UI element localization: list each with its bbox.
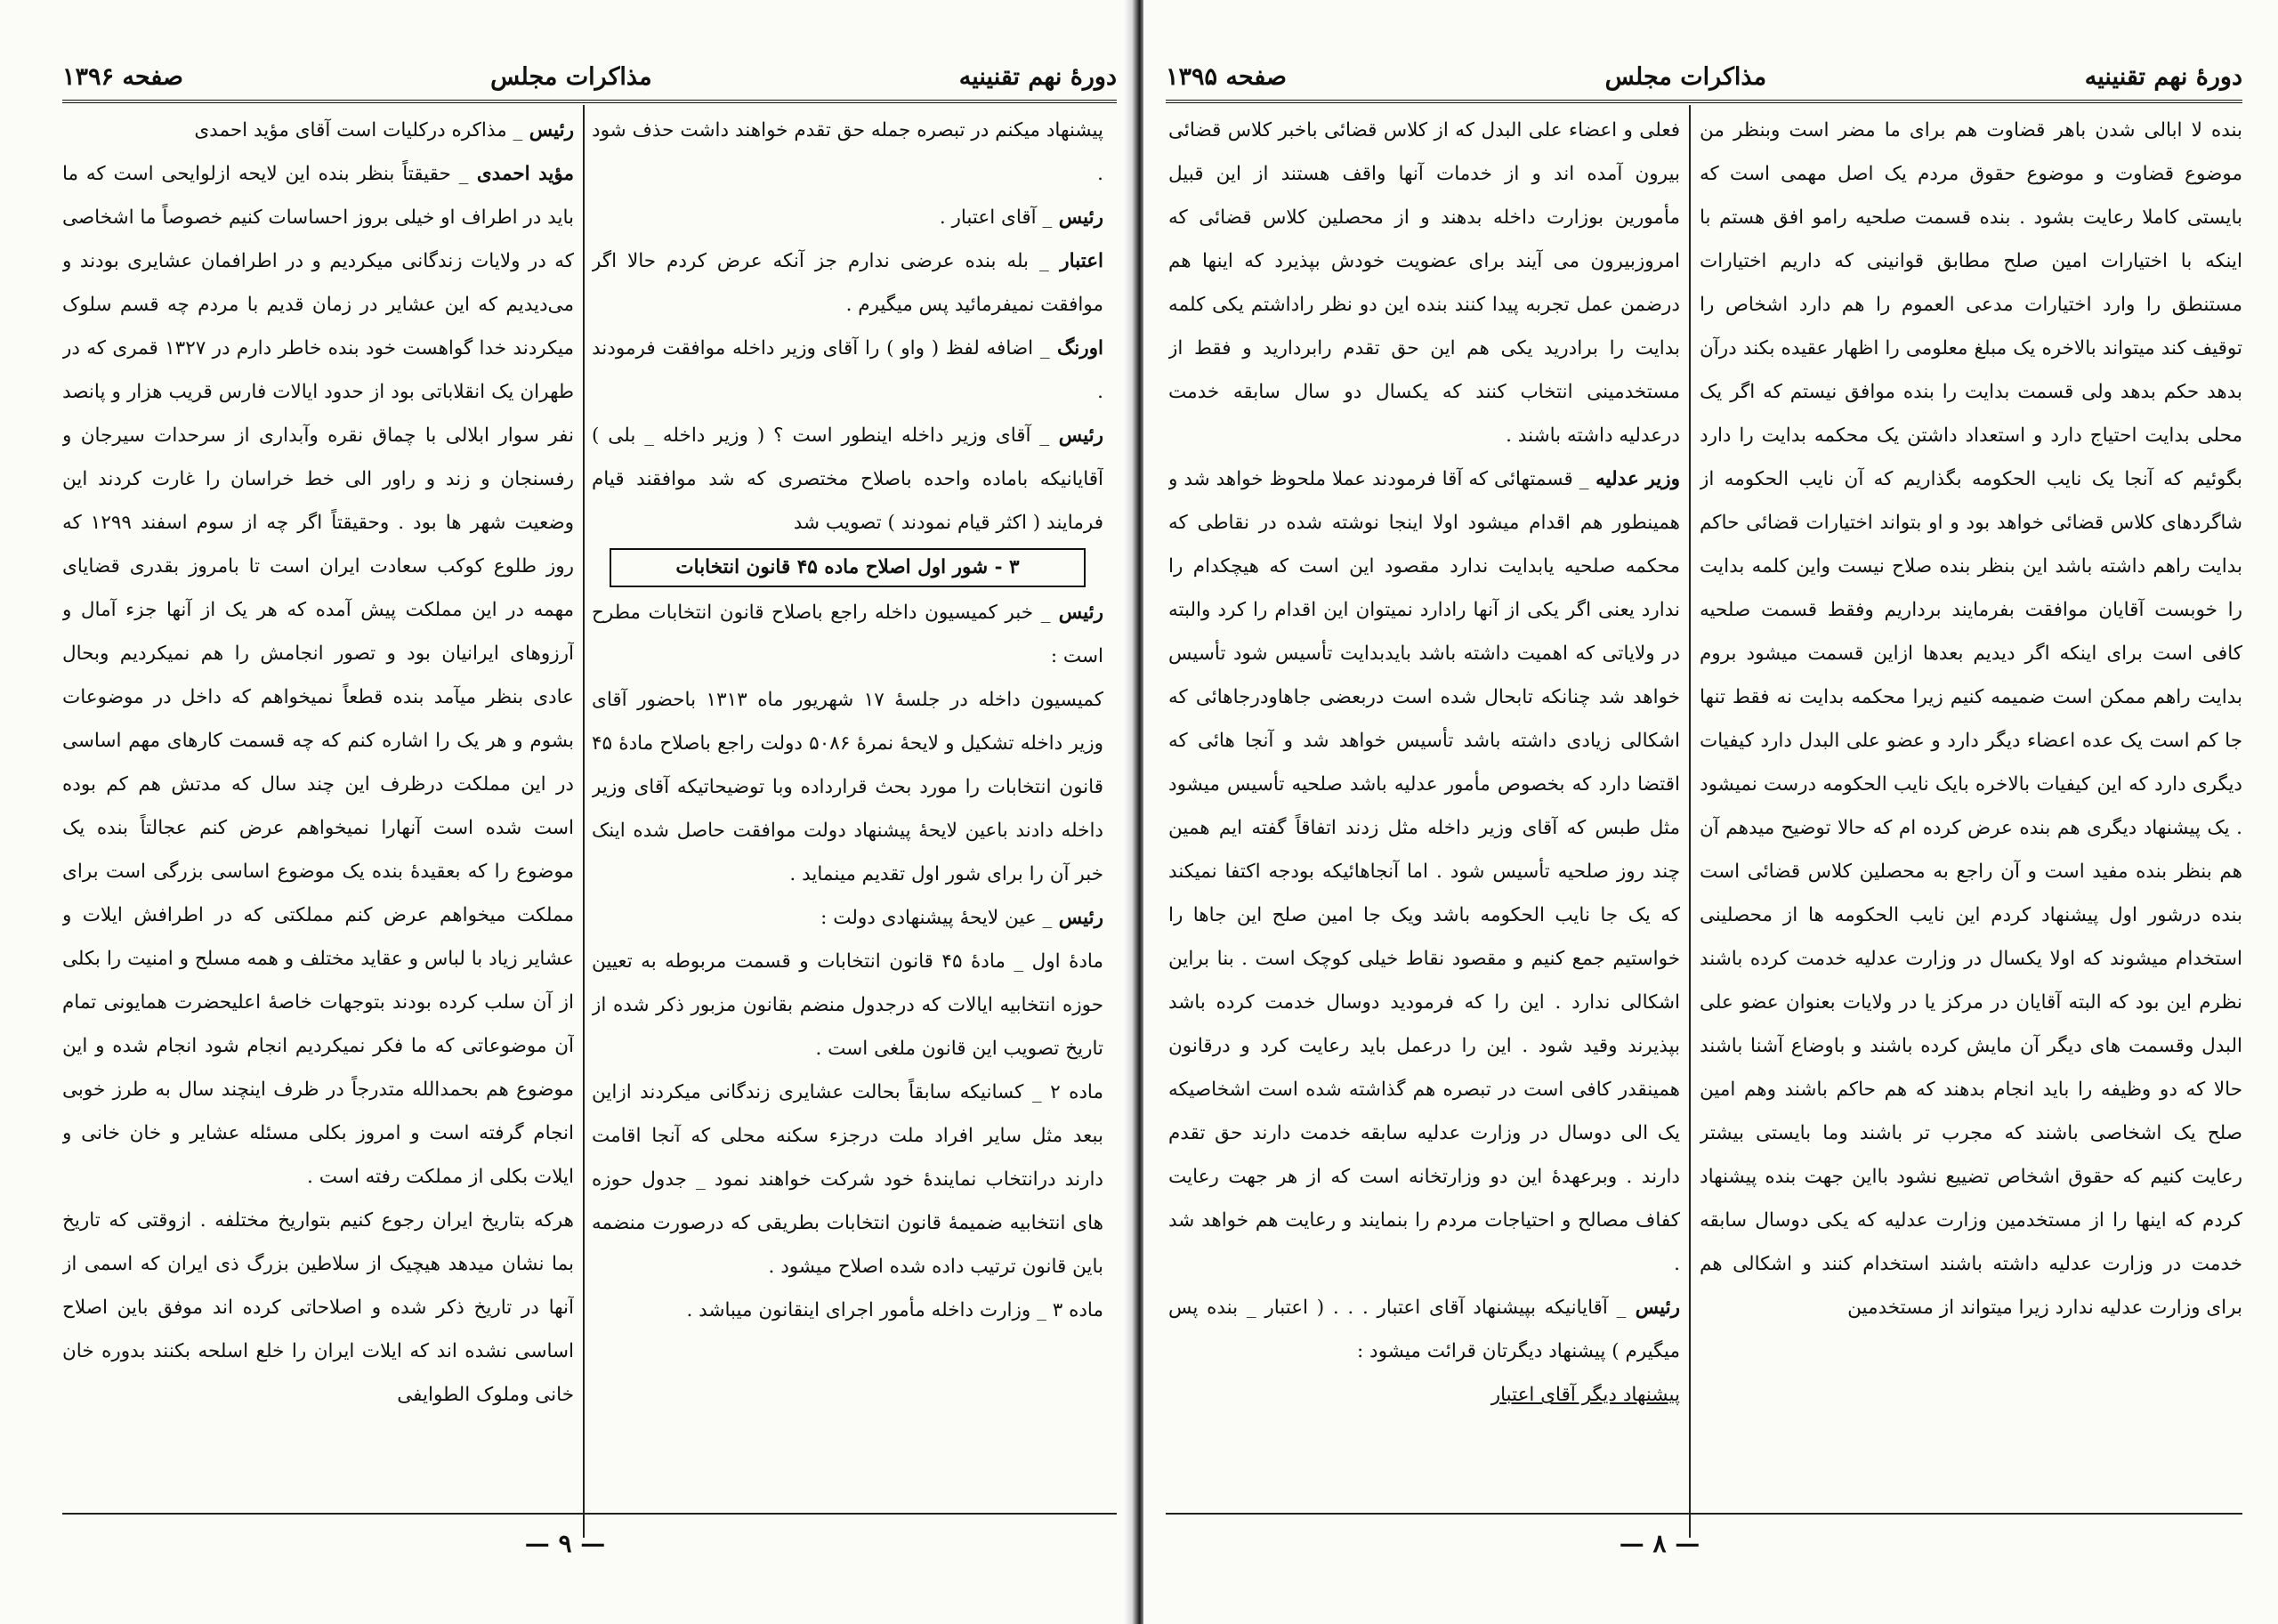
paragraph-text: _ حقیقتاً بنظر بنده این لایحه ازلوایحی است که ما باید در اطراف او خیلی بروز احساسات کنیم خصوصاً ما اشخاصی که در ولایات زندگانی میکردیم و در اطرافمان عشایری بودند و می‌دیدیم که این عشایر در زمان قدیم با مردم چه قسم سلوک میکردند خدا گواهست خود بنده خاطر دارم در ۱۳۲۷ قمری که در طهران یک انقلاباتی بود از حدود ایالات فارس قریب هزار و پانصد نفر سوار ابلالی با چماق نقره وآبداری از سرحدات سیرجان و رفسنجان و زند و راور الی خط خراسان را غارت کردند این وضعیت شهر ها بود . وحقیقتاً اگر چه از سوم اسفند ۱۲۹۹ که روز طلوع کوکب سعادت ایران است تا بامروز بقدری قضایای مهمه در این مملکت پیش آمده که هر یک از آنها جزء آمال و آرزوهای ایرانیان بود و تصور انجامش را هم نمیکردیم وبحال عادی بنظر میآمد بنده قطعاً نمیخواهم که داخل در موضوعات بشوم و هر یک را اشاره کنم که چه قسمت کارهای مهم اساسی در این مملکت درظرف این چند سال که مدتش هم کم بوده است شده است آنهارا نمیخواهم عرض کنم عجالتاً بنده یک موضوع را که بعقیدهٔ بنده یک موضوع اساسی بزرگی است برای مملکت میخواهم عرض کنم مملکتی که در اطرافش ایلات و عشایر زیاد با لباس و عقاید مختلف و همه مسلح و امنیت را بکلی از آن سلب کرده بودند بتوجهات خاصهٔ اعلیحضرت همایونی تمام آن موضوعاتی که ما فکر نمیکردیم انجام شود انجام شده و این موضوع هم بحمدالله متدرجاً در ظرف اینچند سال به طرز خوبی انجام گرفته است و امروز بکلی مسئله عشایر و خان خانی و ایلات بکلی از مملکت رفته است . (62, 163, 574, 1188)
paragraph-text: هرکه بتاریخ ایران رجوع کنیم بتواریخ مختلفه . ازوقتی که تاریخ بما نشان میدهد هیچیک از سلاطین بزرگ ذی ایران که اسمی از آنها در تاریخ ذکر شده و اصلاحاتی کرده اند موفق باین اصلاح اساسی نشده اند که ایلات ایران را خلع اسلحه بکنند بدوره خان خانی وملوک الطوایفی (62, 1209, 574, 1406)
paragraph-text: مادهٔ اول _ مادهٔ ۴۵ قانون انتخابات و قسمت مربوطه به تعیین حوزه انتخابیه ایالات که درجدول منضم بقانون مزبور ذکر شده از تاریخ تصویب این قانون ملغی است . (592, 950, 1103, 1060)
paragraph (592, 1071, 1103, 1289)
paragraph-text: _ اضافه لفظ ( واو ) را آقای وزیر داخله موافقت فرمودند . (592, 337, 1103, 403)
right-header-title: مذاکرات مجلس (1604, 62, 1767, 91)
speaker-name: رئیس (1050, 602, 1103, 624)
speaker-name: اورنگ (1049, 337, 1103, 360)
column-divider (1689, 105, 1691, 1538)
paragraph (1168, 1286, 1680, 1373)
paragraph-text: _ عین لایحهٔ پیشنهادی دولت : (820, 907, 1053, 929)
speaker-name: وزیر عدلیه (1588, 468, 1680, 490)
paragraph-text: ماده ۳ _ وزارت داخله مأمور اجرای اینقانون میباشد . (686, 1299, 1103, 1321)
paragraph-text: _ خبر کمیسیون داخله راجع باصلاح قانون انتخابات مطرح است : (592, 602, 1103, 667)
left-page-column-right (592, 109, 1103, 1506)
paragraph (62, 152, 574, 1199)
paragraph-text: _ آقای وزیر داخله اینطور است ؟ ( وزیر داخله _ بلی ) آقایانیکه باماده واحده باصلاح مختصری که شد موافقند قیام فرمایند ( اکثر قیام نمودند ) تصویب شد (592, 424, 1103, 534)
paragraph (62, 1199, 574, 1417)
speaker-name: رئیس (522, 119, 574, 141)
footer-rule (1166, 1513, 2242, 1515)
section-heading: ۳ - شور اول اصلاح ماده ۴۵ قانون انتخابات (610, 548, 1086, 587)
paragraph-text: فعلی و اعضاء علی البدل که از کلاس قضائی باخبر کلاس قضائی بیرون آمده اند و از خدمات آنها واقف هستند از این قبیل مأمورین بوزارت داخله بدهند و از محصلین کلاس قضائی که امروزبیرون می آیند برای عضویت خودش بپذیرد که اینها هم درضمن عمل تجربه پیدا کنند بنده این دو نظر راداشتم یکی کلمه بدایت را برادرید یکی هم این حق تقدم رابردارید و فقط از مستخدمینی انتخاب کنند که یکسال دو سال سابقه خدمت درعدلیه داشته باشند . (1168, 119, 1680, 447)
left-header-title: مذاکرات مجلس (490, 62, 652, 91)
paragraph-text: ماده ۲ _ کسانیکه سابقاً بحالت عشایری زندگانی میکردند ازاین ببعد مثل سایر افراد ملت درجزء سکنه محلی که آنجا اقامت دارند درانتخاب نمایندهٔ خود شرکت خواهند نمود _ جدول حوزه های انتخابیه ضمیمهٔ قانون انتخابات بطریقی که درصورت منضمه باین قانون ترتیب داده شده اصلاح میشود . (592, 1081, 1103, 1278)
right-page-column-right (1700, 109, 2242, 1506)
speaker-name: رئیس (1049, 424, 1103, 447)
speaker-name: رئیس (1052, 907, 1103, 929)
paragraph-text: _ مذاکره درکلیات است آقای مؤید احمدی (194, 119, 523, 141)
left-page (0, 0, 1135, 1624)
paragraph (1168, 109, 1680, 457)
left-page-column-left (62, 109, 574, 1506)
paragraph (592, 327, 1103, 414)
column-divider (583, 105, 585, 1538)
paragraph-text: _ آقای اعتبار . (939, 206, 1053, 229)
right-page-column-left (1168, 109, 1680, 1506)
speaker-name: رئیس (1052, 206, 1103, 229)
left-page-header (62, 53, 1117, 103)
motion-caption: پیشنهاد دیگر آقای اعتبار (1490, 1384, 1680, 1406)
paragraph (592, 896, 1103, 940)
right-page-number: — ۸ — (1619, 1529, 1700, 1558)
right-header-session: دورهٔ نهم تقنینیه (2084, 62, 2242, 91)
right-page-header (1166, 53, 2242, 103)
left-header-page: صفحه ۱۳۹۶ (62, 62, 183, 91)
speaker-name: مؤید احمدی (468, 163, 574, 185)
paragraph (592, 109, 1103, 196)
paragraph (592, 239, 1103, 327)
paragraph-text: _ قسمتهائی که آقا فرمودند عملا ملحوظ خواهد شد و همینطور هم اقدام میشود اولا اینجا نوشته شده در نقاطی که محکمه صلحیه یابدایت ندارد مقصود این است که هیچکدام را ندارد یعنی اگر یکی از آنها رادارد نمیتوان این اقدام را کرد والبته در ولایاتی که اهمیت داشته باشد بایدبدایت تأسیس شود تأسیس خواهد شد چنانکه تابحال شده است دربعضی جاهاودرجاهائی که اشکالی زیادی داشته باشد تأسیس خواهد شد و آنجا هائی که اقتضا دارد که بخصوص مأمور عدلیه باشد صلحیه تأسیس میشود مثل طبس که آقای وزیر داخله مثل زدند اتفاقاً گفته ایم همین چند روز صلحیه تأسیس شود . اما آنجاهائیکه بودجه اکتفا نمیکند که یک جا نایب الحکومه باشد ویک جا امین صلح این جاها را خواستیم جمع کنیم و مقصود نقاط خیلی کوچک است . بنا براین اشکالی ندارد . این را که فرمودید دوسال خدمت کرده باشد بپذیرند وقید شود . این را درعمل باید رعایت کرد و درقانون همینقدر کافی است در تبصره هم گذاشته شده است اشخاصیکه یک الی دوسال در وزارت عدلیه سابقه خدمت دارند حق تقدم دارند . وبرعهدهٔ این دو وزارتخانه است که از هر جهت رعایت کفاف مصالح و احتیاجات مردم را بنمایند و رعایت هم خواهد شد . (1168, 468, 1680, 1275)
paragraph (592, 591, 1103, 678)
speaker-name: اعتبار (1048, 250, 1103, 272)
paragraph (592, 940, 1103, 1071)
paragraph (592, 1289, 1103, 1332)
speaker-name: رئیس (1626, 1297, 1680, 1319)
paragraph-text: پیشنهاد میکنم در تبصره جمله حق تقدم خواهند داشت حذف شود . (592, 119, 1103, 185)
paragraph (592, 196, 1103, 239)
paragraph (592, 678, 1103, 896)
footer-rule (62, 1513, 1117, 1515)
paragraph (62, 109, 574, 152)
paragraph (592, 414, 1103, 545)
paragraph (1700, 109, 2242, 1329)
paragraph-text: کمیسیون داخله در جلسهٔ ۱۷ شهریور ماه ۱۳۱۳ باحضور آقای وزیر داخله تشکیل و لایحهٔ نمرهٔ ۵۰۸۶ دولت راجع باصلاح مادهٔ ۴۵ قانون انتخابات را مورد بحث قرارداده وبا توضیحاتیکه آقای وزیر داخله دادند باعین لایحهٔ پیشنهاد دولت موافقت حاصل شده اینک خبر آن را برای شور اول تقدیم مینماید . (592, 689, 1103, 885)
right-header-page: صفحه ۱۳۹۵ (1166, 62, 1287, 91)
left-page-number: — ۹ — (524, 1529, 606, 1558)
paragraph-text: _ بله بنده عرضی ندارم جز آنکه عرض کردم حالا اگر موافقت نمیفرمائید پس میگیرم . (592, 250, 1103, 316)
paragraph-text: بنده لا ابالی شدن باهر قضاوت هم برای ما مضر است وبنظر من موضوع قضاوت و موضوع حقوق مردم یک اصل مهمی است که بایستی کاملا رعایت بشود . بنده قسمت صلحیه رامو افق هستم با اینکه با اختیارات امین صلح مطابق قوانینی که داریم اختیارات مستنطق را وارد اختیارات مدعی العموم را هم دارد اشخاص را توقیف کند میتواند بالاخره یک مبلغ معلومی را اظهار عقیده بکند درآن بدهد حکم بدهد ولی قسمت بدایت را بنده موافق نیستم که اگر یک محلی بدایت احتیاج دارد و استعداد داشتن یک محکمه بدایت را دارد بگوئیم که آنجا یک نایب الحکومه بگذاریم که آن نایب الحکومه از شاگردهای کلاس قضائی خواهد بود و او بتواند اختیارات قضائی حاکم بدایت راهم داشته باشد این بنظر بنده صلاح نیست واین کلمه بدایت را خوبست آقایان موافقت بفرمایند برداریم وفقط قسمت صلحیه کافی است برای اینکه اگر دیدیم بعدها ازاین قسمت میشود بروم بدایت راهم ممکن است ضمیمه کنیم زیرا محکمه بدایت نه فقط تنها جا کم است یک عده اعضاء دیگر دارد و عضو علی البدل دارد کیفیات دیگری دارد که این کیفیات بالاخره بایک نایب الحکومه درست نمیشود . یک پیشنهاد دیگری هم بنده عرض کرده ام که حالا توضیح میدهم آن هم بنظر بنده مفید است و آن راجع به محصلین کلاس قضائی است بنده درشور اول پیشنهاد کردم این نایب الحکومه ها از محصلینی استخدام میشوند که اولا یکسال در وزارت عدلیه خدمت کرده باشند نظرم این بود که البته آقایان در مرکز یا در ولایات بعنوان عضو علی البدل وقسمت های دیگر آن مایش کرده باشند و باوضاع آشنا باشند حالا که دو وظیفه را باید انجام بدهند که هم حاکم باشند وهم امین صلح یک اشخاصی باشند که مجرب تر باشند وما بایستی بیشتر رعایت کنیم که حقوق اشخاص تضییع نشود بااین جهت بنده پیشنهاد کردم که اینها را از مستخدمین وزارت عدلیه که یکی دوسال سابقه خدمت در وزارت عدلیه داشته باشند استخدام کنند و اشکالی هم برای وزارت عدلیه ندارد زیرا میتواند از مستخدمین (1700, 119, 2242, 1319)
paragraph (1168, 457, 1680, 1286)
left-header-session: دورهٔ نهم تقنینیه (958, 62, 1117, 91)
right-page (1143, 0, 2278, 1624)
paragraph-text: _ آقایانیکه بپیشنهاد آقای اعتبار . . . ( اعتبار _ بنده پس میگیرم ) پیشنهاد دیگرتان قرائت میشود : (1168, 1297, 1680, 1362)
